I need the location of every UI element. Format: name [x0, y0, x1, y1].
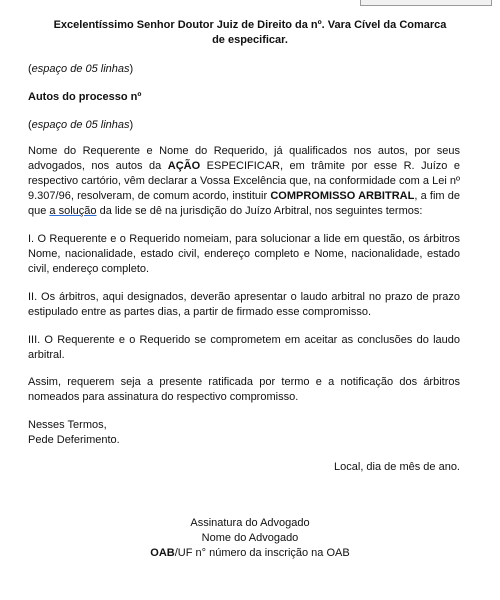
- closing-block: [28, 418, 460, 448]
- paragraph-item-2: II. Os árbitros, aqui designados, deverão apresentar o laudo arbitral no prazo de prazo estipulado entre as partes dias, a partir de firmado esse compromisso.: [28, 291, 460, 318]
- heading-line-1: Excelentíssimo Senhor Doutor Juiz de Direito da nº. Vara Cível da Comarca: [53, 19, 447, 31]
- paragraph-request: Assim, requerem seja a presente ratificada por termo e a notificação dos árbitros nomeados para assinatura do respectivo compromisso.: [28, 376, 460, 403]
- oab-registration: OAB/UF n° número da inscrição na OAB: [150, 547, 350, 559]
- spellcheck-underlined-text: a solução: [49, 205, 97, 217]
- heading-line-2: de especificar.: [212, 34, 288, 46]
- paragraph-intro: Nome do Requerente e Nome do Requerido, já qualificados nos autos, por seus advogados, nos autos da AÇÃO ESPECIFICAR, em trâmite por esse R. Juízo e respectivo cartório, vêm declarar a Vossa Excelência que, na conformidade com a Lei nº 9.307/96, resolveram, de comum acordo, instituir COMPROMISSO ARBITRAL, a fim de que a solução da lide se dê na jurisdição do Juízo Arbitral, nos seguintes termos:: [28, 145, 461, 217]
- closing-line-2: Pede Deferimento.: [28, 434, 120, 446]
- closing-line-1: Nesses Termos,: [28, 419, 107, 431]
- place-date: Local, dia de mês de ano.: [334, 461, 460, 473]
- signature-line: Assinatura do Advogado: [190, 517, 310, 529]
- document-heading: [40, 18, 460, 48]
- paragraph-item-1: I. O Requerente e o Requerido nomeiam, para solucionar a lide em questão, os árbitros Nome, nacionalidade, estado civil, endereço completo e Nome, nacionalidade, estado civil, endereço completo.: [28, 233, 460, 275]
- signature-block: [40, 516, 460, 561]
- spacing-note-2: (espaço de 05 linhas): [28, 119, 134, 131]
- paragraph-item-3: III. O Requerente e o Requerido se comprometem em aceitar as conclusões do laudo arbitral.: [28, 334, 460, 361]
- spacing-note-1: (espaço de 05 linhas): [28, 63, 134, 75]
- case-number-label: Autos do processo nº: [28, 91, 142, 103]
- lawyer-name: Nome do Advogado: [201, 532, 299, 544]
